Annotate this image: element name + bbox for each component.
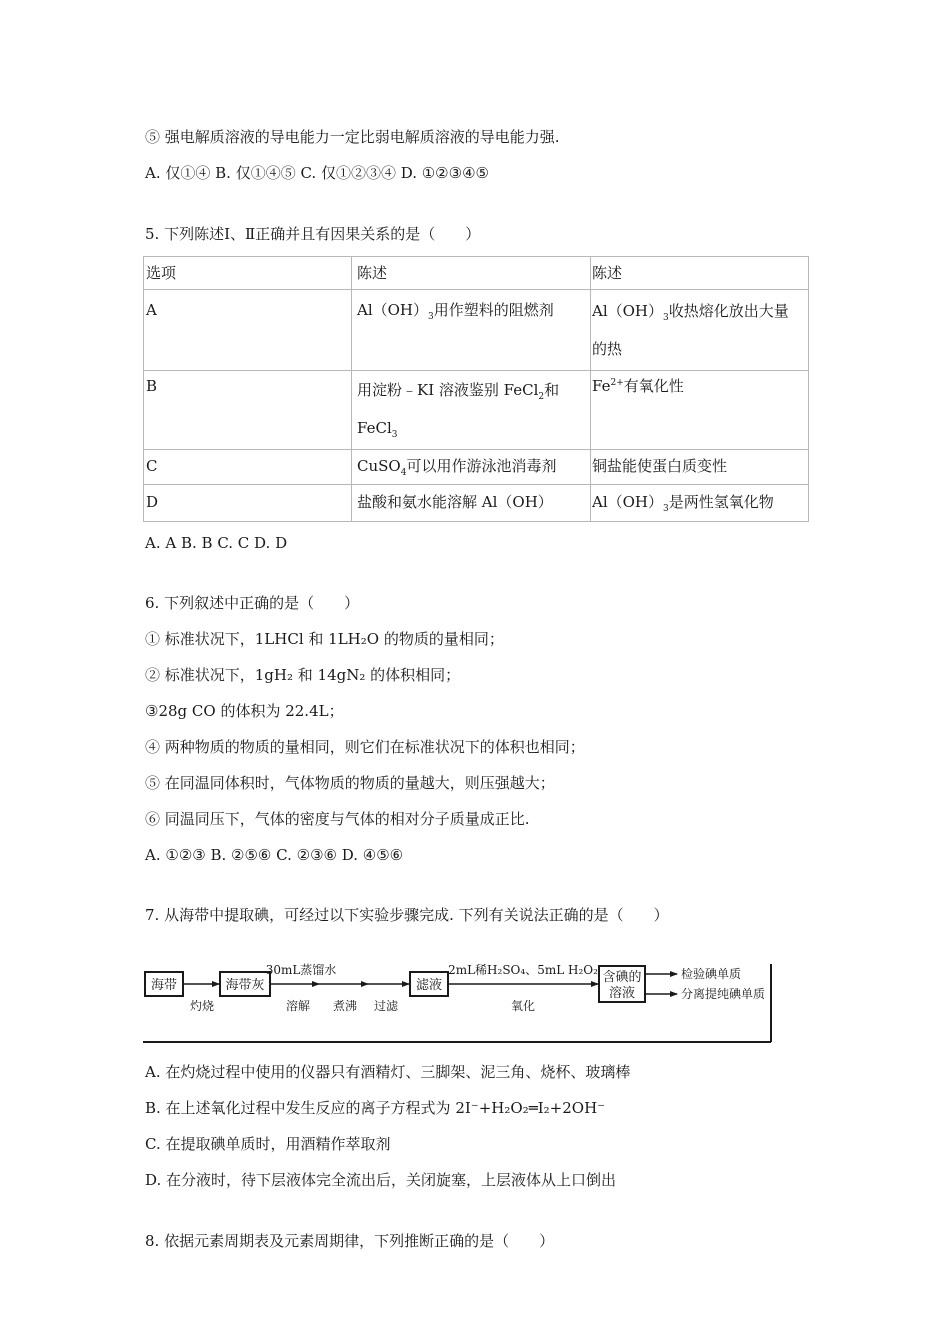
q7-flow-diagram: [143, 960, 773, 1044]
flow-box-iodine-solution-line2: 溶液: [608, 986, 636, 1001]
row-statement-2: $Al(OH)_3$是两性氢氧化物: [591, 485, 809, 522]
row-statement-2: 铜盐能使蛋白质变性: [591, 450, 809, 485]
row-statement-1: CuSO$_4$可以用作游泳池消毒剂: [352, 450, 591, 485]
flow-step-dissolve: 溶解: [285, 999, 311, 1013]
table-row: [144, 371, 809, 450]
flow-reagent-acid-peroxide: 2mL稀H₂SO₄、5mL H₂O₂: [448, 963, 598, 977]
flow-reagent-water: 30mL蒸馏水: [265, 963, 337, 977]
q7-option-a: A. 在灼烧过程中使用的仪器只有酒精灯、三脚架、泥三角、烧杯、玻璃棒: [145, 1063, 631, 1081]
flow-output-purify: 分离提纯碘单质: [681, 987, 766, 1001]
row-option: A: [144, 290, 352, 371]
q6-statement-2: ② 标准状况下，1gH₂ 和 14gN₂ 的体积相同；: [145, 666, 461, 684]
q4-options: A. 仅①④ B. 仅①④⑤ C. 仅①②③④ D. ①②③④⑤: [145, 164, 489, 182]
q6-statement-6: ⑥ 同温同压下，气体的密度与气体的相对分子质量成正比.: [145, 810, 530, 828]
q7-option-d: D. 在分液时，待下层液体完全流出后，关闭旋塞，上层液体从上口倒出: [145, 1171, 617, 1189]
flow-box-filtrate-label: 滤液: [415, 978, 443, 993]
q7-question: 7. 从海带中提取碘，可经过以下实验步骤完成. 下列有关说法正确的是（ ）: [145, 906, 669, 924]
header-statement-2: 陈述: [591, 257, 809, 290]
header-option: 选项: [144, 257, 352, 290]
q7-option-b: B. 在上述氧化过程中发生反应的离子方程式为 2I⁻+H₂O₂═I₂+2OH⁻: [145, 1099, 606, 1117]
q6-statement-5: ⑤ 在同温同体积时，气体物质的物质的量越大，则压强越大；: [145, 774, 555, 792]
q5-table: [143, 256, 809, 522]
flow-box-ash-label: 海带灰: [225, 978, 265, 993]
row-statement-1: 盐酸和氨水能溶解 Al（OH）: [352, 485, 591, 522]
row-statement-2: $Al(OH)_3$收热熔化放出大量 的热: [591, 290, 809, 371]
q5-question: 5. 下列陈述Ⅰ、Ⅱ正确并且有因果关系的是（ ）: [145, 225, 481, 243]
row-option: C: [144, 450, 352, 485]
q6-statement-4: ④ 两种物质的物质的量相同，则它们在标准状况下的体积也相同；: [145, 738, 585, 756]
q6-options: A. ①②③ B. ②⑤⑥ C. ②③⑥ D. ④⑤⑥: [145, 846, 404, 864]
q5-options: A. A B. B C. C D. D: [145, 534, 288, 552]
table-row: [144, 450, 809, 485]
flow-step-boil: 煮沸: [332, 999, 358, 1013]
q6-statement-1: ① 标准状况下，1LHCl 和 1LH₂O 的物质的量相同；: [145, 630, 504, 648]
flow-box-iodine-solution-line1: 含碘的: [602, 970, 642, 985]
row-statement-1: $Al(OH)_3$用作塑料的阻燃剂: [352, 290, 591, 371]
table-header-row: [144, 257, 809, 290]
header-statement-1: 陈述: [352, 257, 591, 290]
flow-output-test: 检验碘单质: [681, 967, 742, 981]
row-option: D: [144, 485, 352, 522]
flow-step-filter: 过滤: [373, 999, 399, 1013]
q6-question: 6. 下列叙述中正确的是（ ）: [145, 594, 360, 612]
q4-statement-5: ⑤ 强电解质溶液的导电能力一定比弱电解质溶液的导电能力强.: [145, 128, 560, 146]
q8-question: 8. 依据元素周期表及元素周期律，下列推断正确的是（ ）: [145, 1232, 555, 1250]
flow-step-oxidize: 氧化: [510, 999, 536, 1013]
row-option: B: [144, 371, 352, 450]
table-row: [144, 485, 809, 522]
flow-step-burn: 灼烧: [189, 999, 215, 1013]
q6-statement-3: ③28g CO 的体积为 22.4L；: [145, 702, 344, 720]
row-statement-1: 用淀粉﹣KI 溶液鉴别 FeCl$_2$和 FeCl$_3$: [352, 371, 591, 450]
q7-option-c: C. 在提取碘单质时，用酒精作萃取剂: [145, 1135, 391, 1153]
table-row: [144, 290, 809, 371]
row-statement-2: $Fe^{2+}$有氧化性: [591, 371, 809, 450]
flow-box-seaweed-label: 海带: [150, 978, 178, 993]
